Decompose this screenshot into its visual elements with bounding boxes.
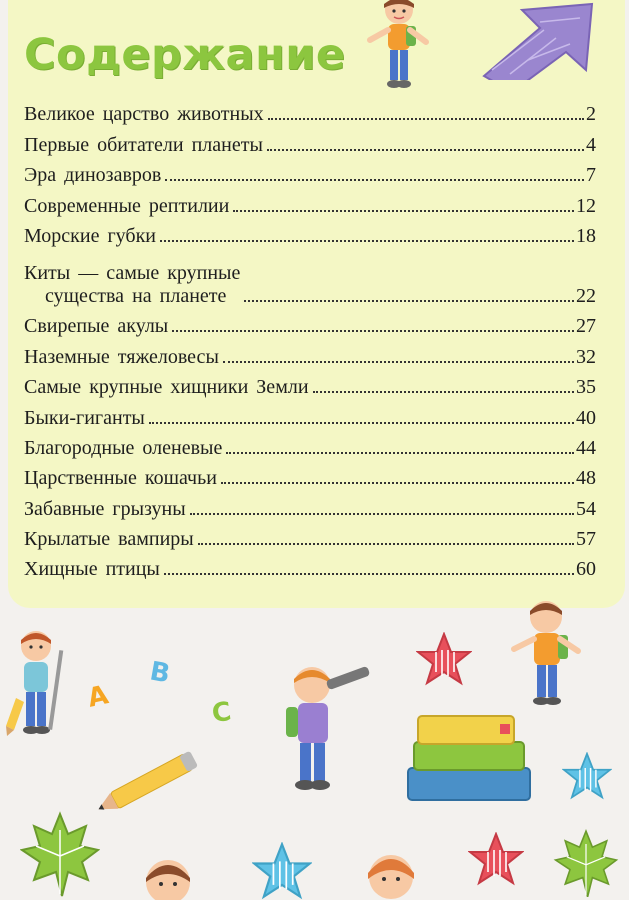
dot-leader xyxy=(244,299,574,302)
toc-page-number: 57 xyxy=(576,528,596,551)
toc-page-number: 40 xyxy=(576,406,596,429)
toc-entry-title: Крылатые вампиры xyxy=(24,528,194,551)
toc-entry-title: Наземные тяжеловесы xyxy=(24,345,219,368)
toc-entry[interactable] xyxy=(24,490,596,520)
toc-page-number: 48 xyxy=(576,467,596,490)
dot-leader xyxy=(190,512,574,515)
star-icon xyxy=(416,632,472,686)
toc-entry-title: Эра динозавров xyxy=(24,164,162,187)
toc-entry[interactable] xyxy=(24,96,596,126)
toc-entry[interactable] xyxy=(24,157,596,187)
toc-entry-title-block xyxy=(24,262,242,308)
toc-entry[interactable] xyxy=(24,399,596,429)
toc-entry-title: Свирепые акулы xyxy=(24,315,169,338)
toc-page-number: 7 xyxy=(586,164,596,187)
books-icon xyxy=(404,712,534,807)
toc-entry[interactable] xyxy=(24,126,596,156)
toc-entry[interactable] xyxy=(24,338,596,368)
kid-with-pencil-icon xyxy=(2,628,72,738)
toc-entry-title: Самые крупные хищники Земли xyxy=(24,376,309,399)
toc-entry-title: Царственные кошачьи xyxy=(24,467,217,490)
toc-entry[interactable] xyxy=(24,248,596,308)
maple-leaf-icon xyxy=(548,828,624,900)
table-of-contents xyxy=(24,96,596,581)
kid-waving-right-icon xyxy=(510,595,585,707)
toc-entry-title: Благородные оленевые xyxy=(24,436,223,459)
toc-entry[interactable] xyxy=(24,460,596,490)
toc-page-number: 2 xyxy=(586,103,596,126)
toc-entry[interactable] xyxy=(24,187,596,217)
dot-leader xyxy=(233,209,574,212)
kid-with-telescope-icon xyxy=(272,655,382,795)
toc-entry[interactable] xyxy=(24,369,596,399)
kid-head-icon xyxy=(138,852,198,900)
toc-page-number: 32 xyxy=(576,345,596,368)
toc-page-number: 27 xyxy=(576,315,596,338)
star-icon xyxy=(252,842,312,900)
star-icon xyxy=(562,752,612,800)
toc-page-number: 12 xyxy=(576,194,596,217)
toc-page-number: 54 xyxy=(576,497,596,520)
toc-entry[interactable] xyxy=(24,308,596,338)
dot-leader xyxy=(149,421,574,424)
star-icon xyxy=(468,832,524,886)
toc-page-number: 60 xyxy=(576,558,596,581)
toc-entry-title: Первые обитатели планеты xyxy=(24,133,263,156)
dot-leader xyxy=(313,390,574,393)
toc-entry-title: Великое царство животных xyxy=(24,103,264,126)
toc-entry[interactable] xyxy=(24,521,596,551)
toc-entry-title: Киты — самые крупные xyxy=(24,261,241,284)
toc-entry-title: Забавные грызуны xyxy=(24,497,186,520)
dot-leader xyxy=(221,481,574,484)
toc-entry[interactable] xyxy=(24,551,596,581)
dot-leader xyxy=(223,360,574,363)
maple-leaf-icon xyxy=(20,810,100,900)
toc-entry-title: Хищные птицы xyxy=(24,558,160,581)
toc-entry[interactable] xyxy=(24,430,596,460)
dot-leader xyxy=(198,542,574,545)
pencil-icon xyxy=(88,748,208,818)
letter-a: A xyxy=(85,680,112,714)
toc-page-number: 35 xyxy=(576,376,596,399)
dot-leader xyxy=(268,117,584,120)
kid-waving-icon xyxy=(364,0,434,92)
toc-entry[interactable] xyxy=(24,218,596,248)
dot-leader xyxy=(226,451,574,454)
letter-c: C xyxy=(210,696,234,730)
toc-page-number: 4 xyxy=(586,133,596,156)
toc-entry-title-continued: существа на планете xyxy=(45,284,227,307)
toc-entry-title: Быки-гиганты xyxy=(24,406,145,429)
toc-entry-title: Морские губки xyxy=(24,224,156,247)
dot-leader xyxy=(172,329,574,332)
toc-page-number: 44 xyxy=(576,436,596,459)
dot-leader xyxy=(164,572,574,575)
arrow-icon xyxy=(470,0,610,80)
letter-b: B xyxy=(147,656,173,690)
dot-leader xyxy=(267,148,584,151)
dot-leader xyxy=(165,178,584,181)
dot-leader xyxy=(160,239,574,242)
toc-page-number: 18 xyxy=(576,224,596,247)
page-title: Содержание xyxy=(24,30,346,80)
kid-head-icon xyxy=(360,845,422,900)
toc-page-number: 22 xyxy=(576,284,596,307)
toc-entry-title: Современные рептилии xyxy=(24,194,230,217)
